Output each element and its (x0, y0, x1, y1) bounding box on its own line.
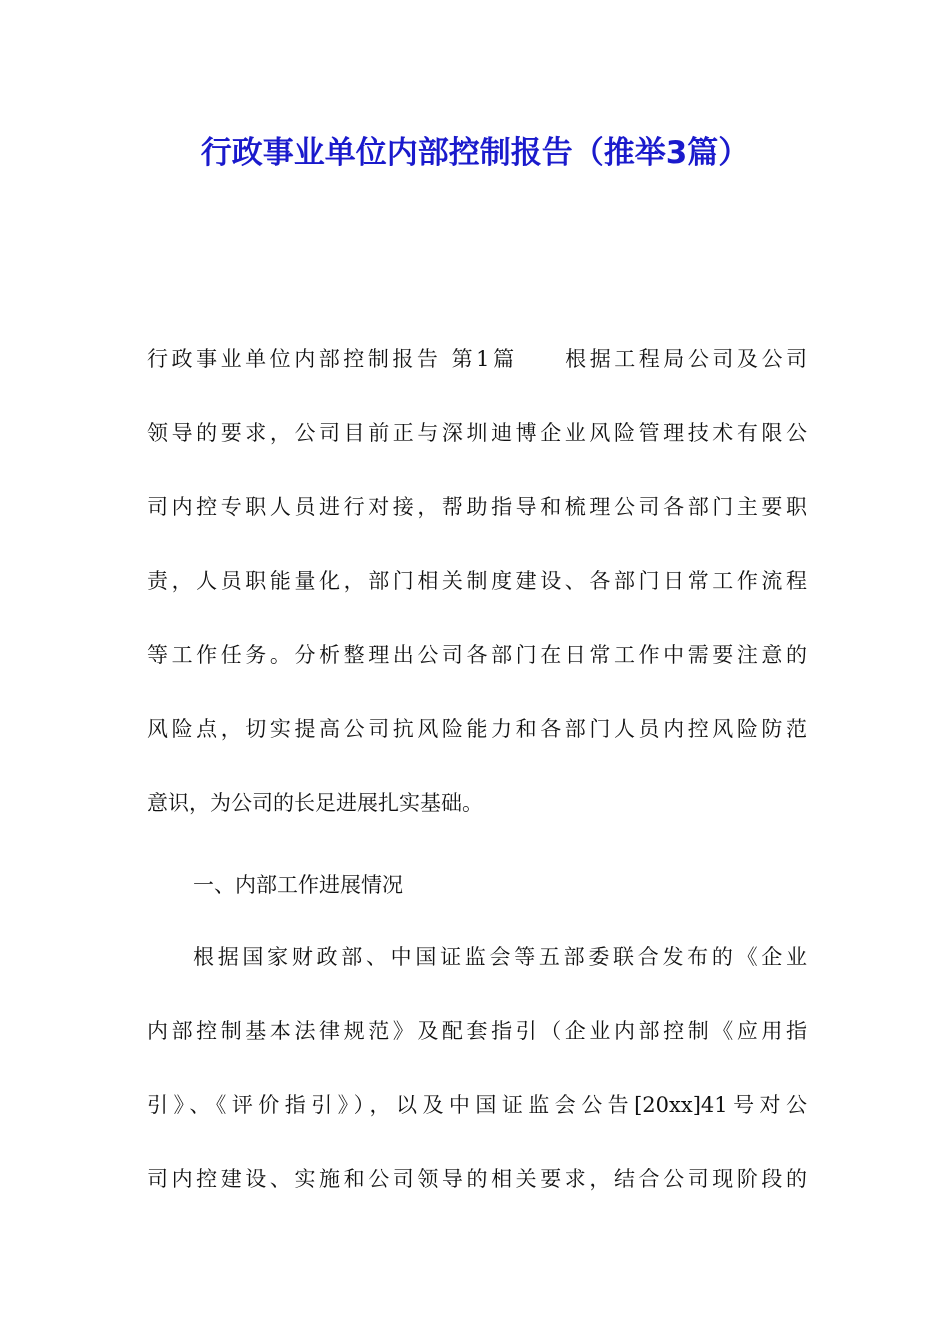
document-title: 行政事业单位内部控制报告（推举3篇） (200, 135, 750, 171)
paragraph-2 (147, 920, 807, 1216)
paragraph-1 (147, 322, 807, 840)
paragraph-line: 司内控建设、实施和公司领导的相关要求，结合公司现阶段的 (147, 1167, 807, 1191)
paragraph-line: 领导的要求，公司目前正与深圳迪博企业风险管理技术有限公 (147, 421, 807, 445)
paragraph-line: 引》、《评价指引》），以及中国证监会公告[20xx]41号对公 (147, 1093, 807, 1117)
section-label: 行政事业单位内部控制报告 第1篇 (147, 347, 518, 371)
section-heading (147, 848, 807, 922)
paragraph-line: 风险点，切实提高公司抗风险能力和各部门人员内控风险防范 (147, 717, 807, 741)
paragraph-line: 内部控制基本法律规范》及配套指引（企业内部控制《应用指 (147, 1019, 807, 1043)
paragraph-line: 根据国家财政部、中国证监会等五部委联合发布的《企业 (193, 945, 807, 969)
paragraph-line-text: 根据工程局公司及公司 (561, 347, 807, 371)
paragraph-line: 责，人员职能量化，部门相关制度建设、各部门日常工作流程 (147, 569, 807, 593)
heading-text: 一、内部工作进展情况 (193, 873, 403, 897)
paragraph-line: 等工作任务。分析整理出公司各部门在日常工作中需要注意的 (147, 643, 807, 667)
paragraph-line: 司内控专职人员进行对接，帮助指导和梳理公司各部门主要职 (147, 495, 807, 519)
paragraph-line: 意识，为公司的长足进展扎实基础。 (147, 791, 483, 815)
paragraph-line (147, 322, 807, 396)
